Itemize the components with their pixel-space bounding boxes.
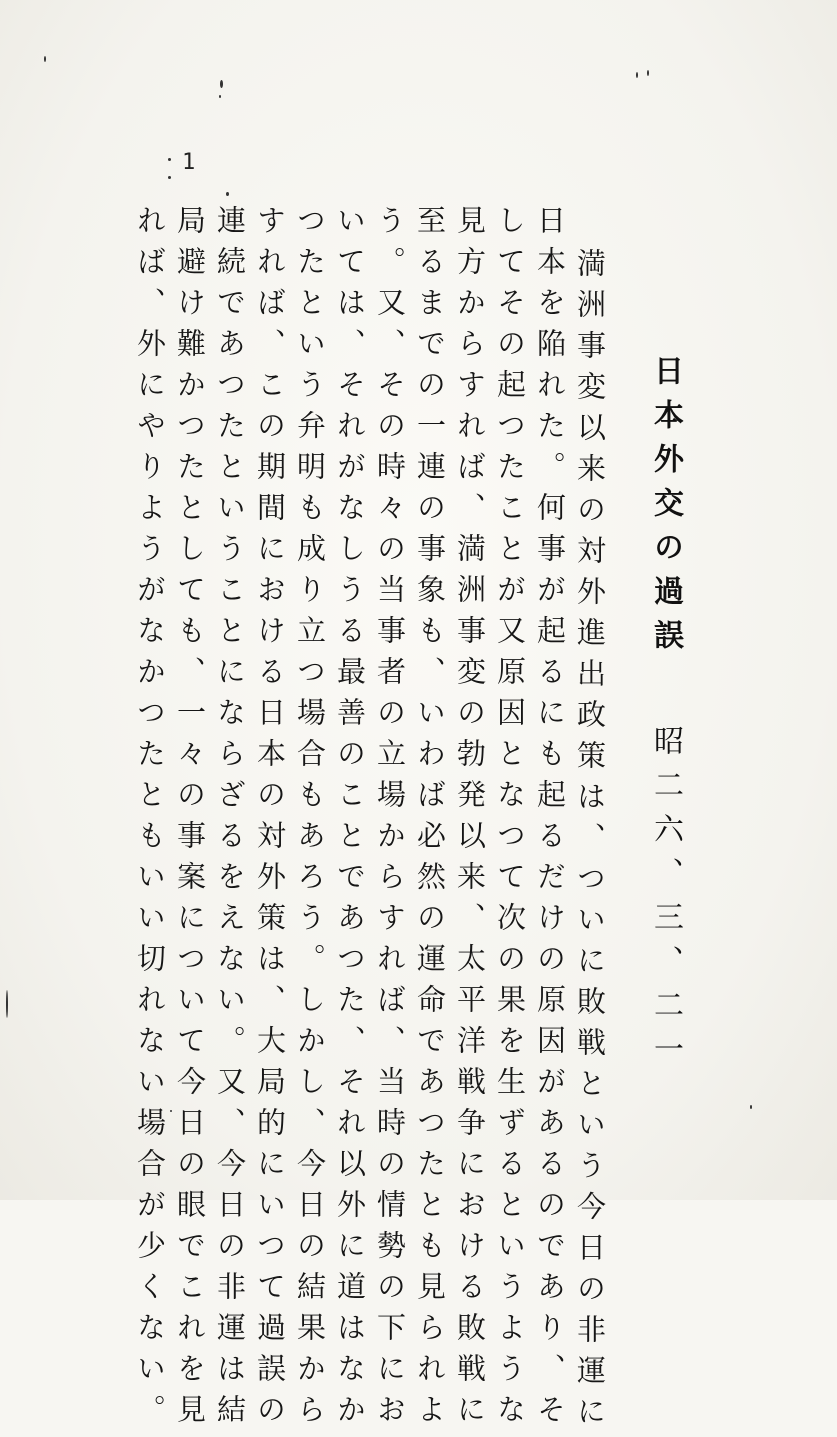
text-column-5: 至るまでの一連の事象も、いわば必然の運命であつたとも見られよ — [413, 205, 447, 1435]
page-number: 1 — [182, 150, 196, 175]
document-date: 昭二六、三、二一 — [648, 725, 683, 1077]
text-column-9: すれば、この期間における日本の対外策は、大局的にいつて過誤の — [253, 205, 287, 1435]
scan-speck — [168, 176, 171, 179]
scan-speck — [636, 72, 638, 78]
scan-speck — [220, 80, 223, 88]
scan-speck — [6, 990, 8, 1018]
document-title: 日本外交の過誤 — [648, 355, 683, 663]
scan-speck — [750, 1105, 752, 1109]
text-column-2: 日本を陥れた。何事が起るにも起るだけの原因があるのであり、そ — [533, 205, 567, 1435]
text-column-11: 局避け難かつたとしても、一々の事案について今日の眼でこれを見 — [173, 205, 207, 1435]
text-column-4: 見方からすれば、満洲事変の勃発以来、太平洋戦争における敗戦に — [453, 205, 487, 1435]
text-column-1: 満洲事変以来の対外進出政策は、ついに敗戦という今日の非運に — [573, 248, 607, 1437]
text-column-3: してその起つたことが又原因となつて次の果を生ずるというような — [493, 205, 527, 1435]
scan-speck — [226, 192, 229, 196]
text-column-6: う。又、その時々の当事者の立場からすれば、当時の情勢の下にお — [373, 205, 407, 1435]
text-column-8: つたという弁明も成り立つ場合もあろう。しかし、今日の結果から — [293, 205, 327, 1435]
scan-speck — [168, 158, 171, 161]
scan-speck — [44, 56, 46, 62]
scan-speck — [647, 70, 649, 76]
scan-speck — [170, 1110, 172, 1112]
scan-speck — [219, 95, 221, 98]
text-column-12: れば、外にやりようがなかつたともいい切れない場合が少くない。 — [133, 205, 167, 1435]
text-column-7: いては、それがなしうる最善のことであつた、それ以外に道はなか — [333, 205, 367, 1435]
text-column-10: 連続であつたということにならざるをえない。又、今日の非運は結 — [213, 205, 247, 1435]
